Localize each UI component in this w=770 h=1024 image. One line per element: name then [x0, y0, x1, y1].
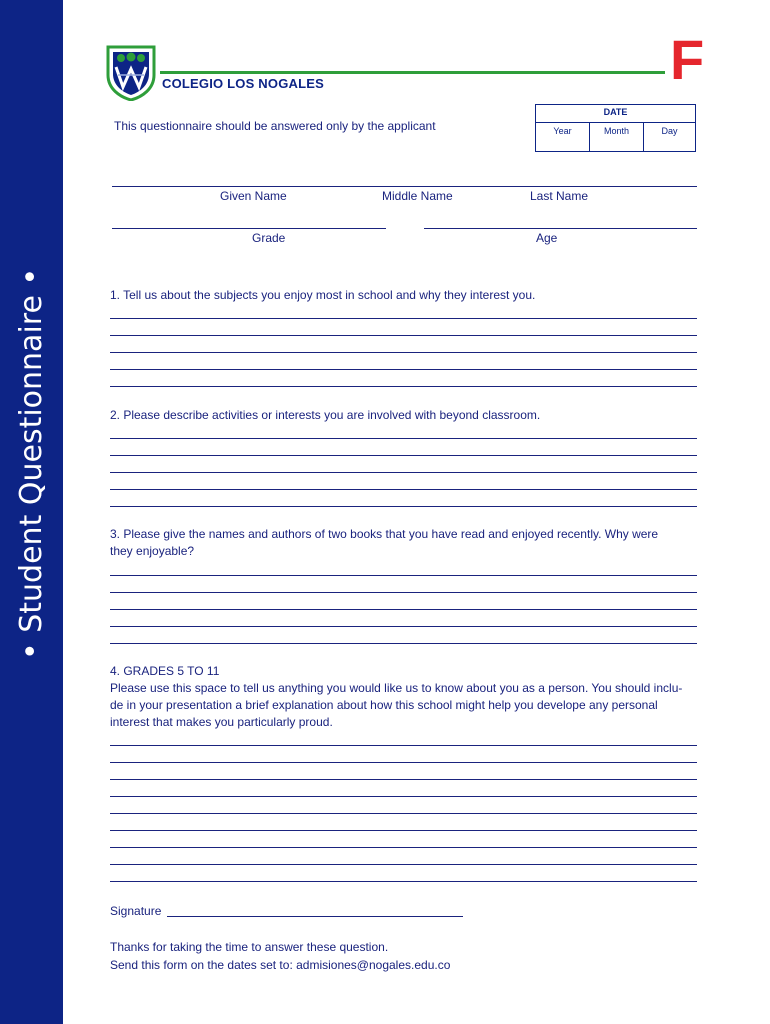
answer-line[interactable]	[110, 438, 697, 439]
answer-line[interactable]	[110, 592, 697, 593]
date-month-field[interactable]: Month	[590, 122, 644, 151]
header-rule	[160, 71, 665, 74]
answer-line[interactable]	[110, 881, 697, 882]
question-4-line-1: Please use this space to tell us anything you would like us to know about you as a person. You should inclu-	[110, 681, 683, 695]
answer-line[interactable]	[110, 847, 697, 848]
age-label: Age	[536, 231, 558, 245]
answer-line[interactable]	[110, 369, 697, 370]
sidebar-band	[0, 0, 63, 1024]
answer-line[interactable]	[110, 609, 697, 610]
answer-line[interactable]	[110, 489, 697, 490]
answer-line[interactable]	[110, 352, 697, 353]
answer-line[interactable]	[110, 830, 697, 831]
answer-line[interactable]	[110, 455, 697, 456]
thanks-line-2: Send this form on the dates set to: admisiones@nogales.edu.co	[110, 958, 451, 972]
school-name: COLEGIO LOS NOGALES	[162, 76, 324, 91]
applicant-note: This questionnaire should be answered only by the applicant	[114, 119, 436, 133]
question-1: 1. Tell us about the subjects you enjoy most in school and why they interest you.	[110, 288, 536, 302]
answer-line[interactable]	[110, 472, 697, 473]
school-crest-logo	[106, 45, 156, 101]
question-4-title: 4. GRADES 5 TO 11	[110, 664, 220, 678]
answer-line[interactable]	[110, 762, 697, 763]
answer-line[interactable]	[110, 745, 697, 746]
signature-label: Signature	[110, 904, 162, 918]
grade-line[interactable]	[112, 228, 386, 229]
question-4	[110, 663, 700, 731]
answer-line[interactable]	[110, 626, 697, 627]
middle-name-label: Middle Name	[382, 189, 453, 203]
date-box	[535, 104, 696, 152]
question-4-line-3: interest that makes you particularly proud.	[110, 715, 333, 729]
date-day-field[interactable]: Day	[661, 126, 678, 136]
answer-line[interactable]	[110, 643, 697, 644]
date-title: DATE	[536, 107, 695, 123]
sidebar-title: • Student Questionnaire •	[14, 267, 49, 660]
thanks-line-1: Thanks for taking the time to answer these question.	[110, 940, 389, 954]
question-2: 2. Please describe activities or interests you are involved with beyond classroom.	[110, 408, 541, 422]
age-line[interactable]	[424, 228, 697, 229]
answer-line[interactable]	[110, 335, 697, 336]
name-line[interactable]	[112, 186, 697, 187]
question-3-line-2: they enjoyable?	[110, 544, 195, 558]
given-name-label: Given Name	[220, 189, 287, 203]
thanks-note	[110, 938, 450, 974]
answer-line[interactable]	[110, 386, 697, 387]
last-name-label: Last Name	[530, 189, 589, 203]
answer-line[interactable]	[110, 779, 697, 780]
answer-line[interactable]	[110, 864, 697, 865]
answer-line[interactable]	[110, 506, 697, 507]
answer-line[interactable]	[110, 318, 697, 319]
grade-label: Grade	[252, 231, 286, 245]
answer-line[interactable]	[110, 796, 697, 797]
question-3-line-1: 3. Please give the names and authors of two books that you have read and enjoyed recently. Why were	[110, 527, 659, 541]
answer-line[interactable]	[110, 575, 697, 576]
signature-line[interactable]	[167, 916, 463, 917]
form-letter: F	[670, 28, 705, 91]
question-4-line-2: de in your presentation a brief explanation about how this school might help you develope any personal	[110, 698, 658, 712]
question-3	[110, 526, 700, 560]
date-year-field[interactable]: Year	[536, 122, 590, 151]
answer-line[interactable]	[110, 813, 697, 814]
